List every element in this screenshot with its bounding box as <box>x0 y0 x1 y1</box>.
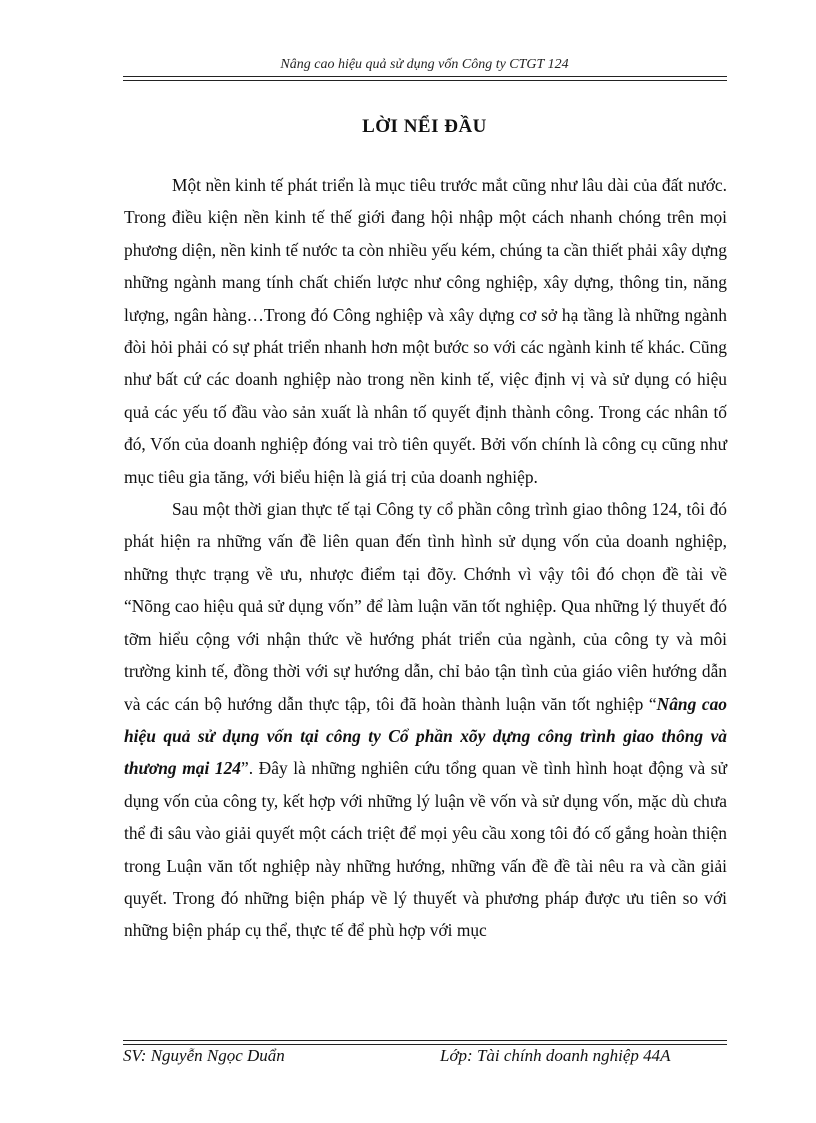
paragraph-2-start: Sau một thời gian thực tế tại Công ty cổ phần công trình giao thông 124, tôi đó phát hiện ra những vấn đề liên quan đến tình hình sử dụng vốn của doanh nghiệp, những thực trạng về ưu, nhược điểm tại đõy. Chớnh vì vậy tôi đó chọn đề tài về “Nõng cao hiệu quả sử dụng vốn” để làm luận văn tốt nghiệp. Qua những lý thuyết đó tỡm hiểu cộng với nhận thức về hướng phát triển của ngành, của công ty và môi trường kinh tế, đồng thời với sự hướng dẫn, chỉ bảo tận tình của giáo viên hướng dẫn và các cán bộ hướng dẫn thực tập, tôi đã hoàn thành luận văn tốt nghiệp “ <box>124 499 727 714</box>
footer-rule <box>123 1040 727 1045</box>
footer-student: SV: Nguyễn Ngọc Duẩn <box>123 1046 285 1065</box>
paragraph-1: Một nền kinh tế phát triển là mục tiêu trước mắt cũng như lâu dài của đất nước. Trong điều kiện nền kinh tế thế giới đang hội nhập một cách nhanh chóng trên mọi phương diện, nền kinh tế nước ta còn nhiều yếu kém, chúng ta cần thiết phải xây dựng những ngành mang tính chất chiến lược như công nghiệp, xây dựng, thông tin, năng lượng, ngân hàng…Trong đó Công nghiệp và xây dựng cơ sở hạ tầng là những ngành đòi hỏi phải có sự phát triển nhanh hơn một bước so với các ngành kinh tế khác. Cũng như bất cứ các doanh nghiệp nào trong nền kinh tế, việc định vị và sử dụng có hiệu quả các yếu tố đầu vào sản xuất là nhân tố quyết định thành công. Trong các nhân tố đó, Vốn của doanh nghiệp đóng vai trò tiên quyết. Bởi vốn chính là công cụ cũng như mục tiêu gia tăng, với biểu hiện là giá trị của doanh nghiệp. <box>124 175 727 487</box>
paragraph-2-end: ”. Đây là những nghiên cứu tổng quan về tình hình hoạt động và sử dụng vốn của công ty, kết hợp với những lý luận về vốn và sử dụng vốn, mặc dù chưa thể đi sâu vào giải quyết một cách triệt để mọi yêu cầu xong tôi đó cố gắng hoàn thiện trong Luận văn tốt nghiệp này những hướng, những vấn đề đề tài nêu ra và cần giải quyết. Trong đó những biện pháp về lý thuyết và phương pháp được ưu tiên so với những biện pháp cụ thể, thực tế để phù hợp với mục <box>124 758 727 941</box>
paragraph-2 <box>124 493 727 947</box>
footer-class: Lớp: Tài chính doanh nghiệp 44A <box>440 1046 671 1065</box>
page-title: LỜI NỂI ĐẦU <box>362 116 487 137</box>
body-text <box>124 169 727 947</box>
running-header: Nâng cao hiệu quả sử dụng vốn Công ty CTGT 124 <box>280 57 569 72</box>
header-rule <box>123 76 727 81</box>
thesis-title-emphasis: Nâng cao hiệu quả sử dụng vốn tại công ty Cổ phần xõy dựng công trình giao thông và thương mại 124 <box>124 693 727 779</box>
